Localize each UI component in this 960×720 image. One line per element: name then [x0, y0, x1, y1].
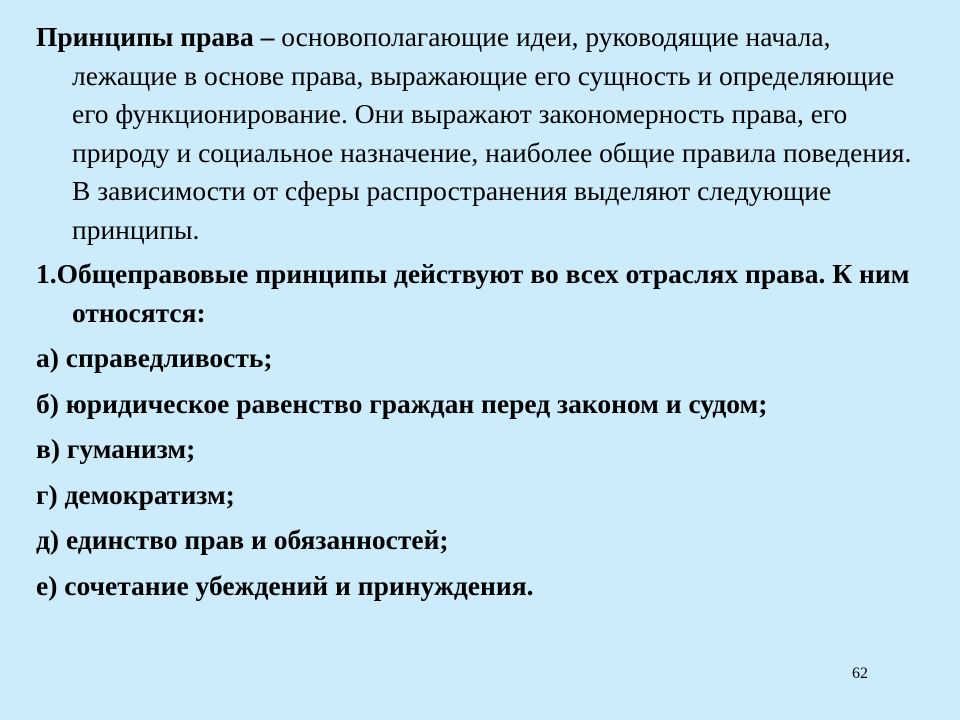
slide-content [36, 18, 916, 605]
principle-item: г) демократизм; [36, 478, 235, 510]
principle-item: е) сочетание убеждений и принуждения. [36, 569, 534, 601]
principle-item: а) справедливость; [36, 342, 273, 373]
principle-item: д) единство прав и обязанностей; [36, 524, 449, 555]
section-heading: 1.Общеправовые принципы действуют во всех отраслях права. К ним относятся: [36, 258, 910, 328]
definition-term: Принципы права – [36, 21, 275, 52]
principle-item: в) гуманизм; [36, 433, 196, 464]
principle-item: б) юридическое равенство граждан перед законом и судом; [36, 387, 768, 419]
definition-paragraph [36, 18, 916, 249]
page-number: 62 [852, 665, 868, 682]
definition-text: основополагающие идеи, руководящие начала, лежащие в основе права, выражающие его сущность и определяющие его функционирование. Они выражают закономерность права, его природу и социальное назначение, наиболее общие правила поведения. В зависимости от сферы распространения выделяют следующие принципы. [72, 21, 912, 245]
